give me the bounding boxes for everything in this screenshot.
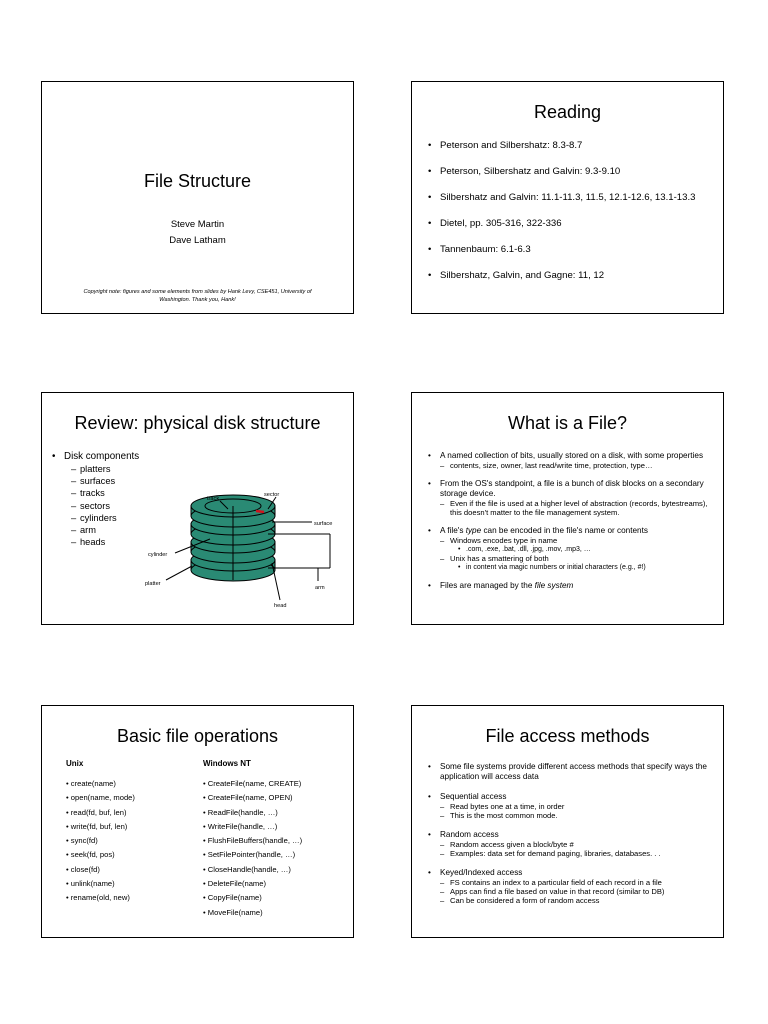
label-surface: surface [314,521,333,527]
list-subitem: – surfaces [50,475,345,487]
list-subitem: – This is the most common mode. [426,811,715,820]
operation-item: • CreateFile(name, OPEN) [203,793,293,803]
list-subsubitem: • in content via magic numbers or initial characters (e.g., #!) [426,563,715,572]
operation-item: • rename(old, new) [66,893,130,903]
column-header: Windows NT [203,759,251,768]
list-item: • Peterson and Silbershatz: 8.3-8.7 [426,140,715,151]
operation-item: • open(name, mode) [66,793,135,803]
operation-item: • sync(fd) [66,836,98,846]
slide-title-heading: File Structure [143,171,252,191]
access-bullets [426,762,715,905]
slide-heading: Review: physical disk structure [74,413,321,433]
operation-item: • create(name) [66,779,116,788]
slide-heading: Basic file operations [116,726,279,746]
operation-item: • close(fd) [66,864,100,874]
platter-leader [166,566,192,580]
operation-item: • MoveFile(name) [203,907,263,917]
list-subitem: – contents, size, owner, last read/write time, protection, type… [426,461,715,470]
label-sector: sector [264,492,280,498]
list-subitem: – Read bytes one at a time, in order [426,802,715,811]
slide-access-methods [411,705,724,938]
list-subitem: – Apps can find a file based on value in that record (similar to DB) [426,887,715,896]
list-subitem: – cylinders [50,512,345,524]
label-platter: platter [145,581,161,587]
list-item: • Silbershatz, Galvin, and Gagne: 11, 12 [426,270,715,281]
slide-disk-structure [41,392,354,625]
column-header: Unix [66,759,84,768]
label-track: track [207,496,220,502]
nt-ops-column [203,759,343,922]
list-item: • Disk components [50,451,345,463]
disk-diagram [42,393,354,625]
slide-title [41,81,354,314]
list-item: • Random access [426,830,715,840]
list-subitem: – Can be considered a form of random access [426,896,715,905]
file-bullets [426,451,715,591]
author-name: Steve Martin [170,219,225,230]
list-item: • Dietel, pp. 305-316, 322-336 [426,218,715,229]
operation-item: • WriteFile(handle, …) [203,821,278,831]
operation-item: • ReadFile(handle, …) [203,807,278,817]
slide-reading [411,81,724,314]
list-subitem: – arm [50,524,345,536]
list-item: • A named collection of bits, usually stored on a disk, with some properties [426,451,715,461]
copyright-note: Copyright note: figures and some elements from slides by Hank Levy, CSE451, University of Washington. Thank you, Hank! [83,289,312,303]
operation-item: • unlink(name) [66,879,115,889]
operation-item: • seek(fd, pos) [66,850,115,860]
slide-what-is-file [411,392,724,625]
list-item: • Keyed/Indexed access [426,868,715,878]
slide-heading: Reading [533,102,602,122]
list-subitem: – Random access given a block/byte # [426,840,715,849]
label-head: head [274,603,287,609]
list-subitem: – Examples: data set for demand paging, libraries, databases. . . [426,849,715,858]
unix-ops-column [66,759,206,908]
label-arm: arm [315,585,325,591]
operation-item: • read(fd, buf, len) [66,807,127,817]
operation-item: • CopyFile(name) [203,893,262,903]
list-item: • A file's type can be encoded in the file's name or contents [426,526,715,536]
list-item: • Some file systems provide different access methods that specify ways the application will access data [426,762,715,782]
list-item: • Peterson, Silbershatz and Galvin: 9.3-9.10 [426,166,715,177]
operation-item: • CreateFile(name, CREATE) [203,779,302,788]
slide-heading: What is a File? [507,413,628,433]
slide-file-operations [41,705,354,938]
operation-item: • DeleteFile(name) [203,879,267,889]
list-subitem: – tracks [50,487,345,499]
operation-item: • SetFilePointer(handle, …) [203,850,296,860]
reading-list [426,140,715,281]
list-item: • Silbershatz and Galvin: 11.1-11.3, 11.5, 12.1-12.6, 13.1-13.3 [426,192,715,203]
list-subsubitem: • .com, .exe, .bat, .dll, .jpg, .mov, .mp3, … [426,545,715,554]
slide-heading: File access methods [485,726,650,746]
list-subitem: – Unix has a smattering of both [426,554,715,563]
list-subitem: – Windows encodes type in name [426,536,715,545]
head-leader [272,563,280,600]
label-cylinder: cylinder [148,552,168,558]
author-name: Dave Latham [169,235,226,246]
list-subitem: – Even if the file is used at a higher level of abstraction (records, bytestreams), this doesn't matter to the file management system. [426,499,715,517]
list-subitem: – FS contains an index to a particular field of each record in a file [426,878,715,887]
list-subitem: – platters [50,463,345,475]
operation-item: • write(fd, buf, len) [66,821,128,831]
list-subitem: – sectors [50,500,345,512]
list-subitem: – heads [50,536,345,548]
list-item: • Tannenbaum: 6.1-6.3 [426,244,715,255]
list-item: • From the OS's standpoint, a file is a bunch of disk blocks on a secondary storage device. [426,479,715,499]
list-item: • Sequential access [426,792,715,802]
list-item: • Files are managed by the file system [426,581,715,591]
sector-mark [256,511,264,512]
operation-item: • CloseHandle(handle, …) [203,864,291,874]
operation-item: • FlushFileBuffers(handle, …) [203,836,303,846]
